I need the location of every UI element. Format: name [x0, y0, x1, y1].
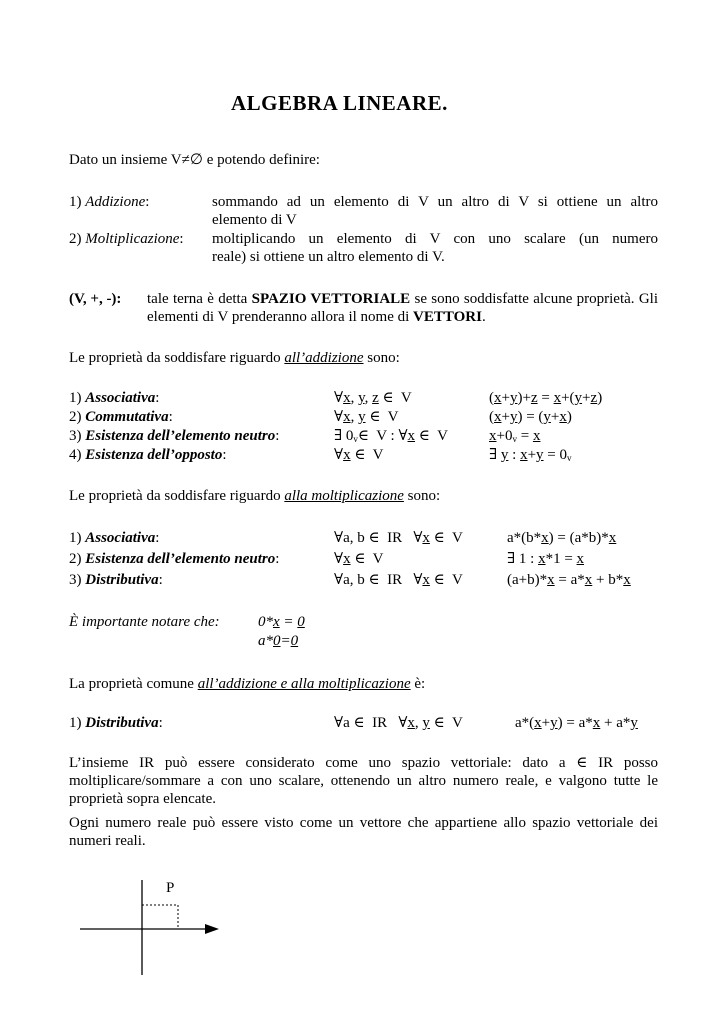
common-prop-quantifier: ∀a ∈ IR ∀x, y ∈ V	[334, 715, 463, 731]
operation-desc-addizione-1: sommando ad un elemento di V un altro di V si ottiene un altro	[212, 194, 658, 210]
note-formula-2: a*0=0	[258, 633, 299, 649]
note-label: È importante notare che:	[69, 614, 220, 630]
terna-label: (V, +, -):	[69, 291, 122, 307]
multiplication-heading: Le proprietà da soddisfare riguardo alla moltiplicazione sono:	[69, 488, 441, 504]
paragraph-real-numbers: Ogni numero reale può essere visto come un vettore che appartiene allo spazio vettoriale dei numeri reali.	[69, 815, 658, 849]
point-p-label: P	[166, 880, 175, 896]
operation-label-addizione: 1) Addizione:	[69, 194, 150, 210]
add-prop-quantifier: ∃ $0_v\in$ V : ∀x ∈ V	[334, 428, 448, 444]
paragraph-ir: L’insieme IR può essere considerato come uno spazio vettoriale: dato a ∈ IR posso moltiplicare/sommare a con uno scalare, ottenendo un altro numero reale, e valgono tutte le proprietà sopra elencate.	[69, 755, 658, 807]
mult-prop-name: 1) Associativa:	[69, 530, 160, 546]
mult-prop-quantifier: ∀a, b ∈ IR ∀x ∈ V	[334, 572, 463, 588]
mult-prop-name: 2) Esistenza dell’elemento neutro:	[69, 551, 280, 567]
mult-prop-name: 3) Distributiva:	[69, 572, 163, 588]
add-prop-name: 2) Commutativa:	[69, 409, 173, 425]
add-prop-name: 3) Esistenza dell’elemento neutro:	[69, 428, 280, 444]
projection-dashed	[142, 905, 178, 929]
add-prop-quantifier: ∀x, y, z ∈ V	[334, 390, 412, 406]
add-prop-formula: (x+y) = (y+x)	[489, 409, 572, 425]
add-prop-name: 4) Esistenza dell’opposto:	[69, 447, 227, 463]
add-prop-name: 1) Associativa:	[69, 390, 160, 406]
x-axis-arrow-icon	[205, 924, 219, 934]
axes-diagram	[0, 880, 728, 1020]
operation-desc-addizione-2: elemento di V	[212, 212, 297, 228]
add-prop-quantifier: ∀x ∈ V	[334, 447, 384, 463]
add-prop-formula: (x+y)+z = x+(y+z)	[489, 390, 603, 406]
page-title: ALGEBRA LINEARE.	[231, 91, 448, 115]
add-prop-quantifier: ∀x, y ∈ V	[334, 409, 399, 425]
operation-desc-moltiplicazione-1: moltiplicando un elemento di V con uno scalare (un numero	[212, 231, 658, 247]
terna-definition: tale terna è detta SPAZIO VETTORIALE se sono soddisfatte alcune proprietà. Gli elementi di V prenderanno allora il nome di VETTORI.	[147, 291, 659, 325]
mult-prop-quantifier: ∀x ∈ V	[334, 551, 384, 567]
mult-prop-formula: a*(b*x) = (a*b)*x	[507, 530, 617, 546]
common-prop-name: 1) Distributiva:	[69, 715, 163, 731]
mult-prop-quantifier: ∀a, b ∈ IR ∀x ∈ V	[334, 530, 463, 546]
common-heading: La proprietà comune all’addizione e alla moltiplicazione è:	[69, 676, 426, 692]
add-prop-formula: ∃ y : $x+y = 0_v$	[489, 447, 572, 463]
common-prop-formula: a*(x+y) = a*x + a*y	[515, 715, 638, 731]
operation-label-moltiplicazione: 2) Moltiplicazione:	[69, 231, 184, 247]
mult-prop-formula: ∃ 1 : x*1 = x	[507, 551, 585, 567]
mult-prop-formula: (a+b)*x = a*x + b*x	[507, 572, 631, 588]
addition-heading: Le proprietà da soddisfare riguardo all’addizione sono:	[69, 350, 400, 366]
add-prop-formula: $x+0_v = x$	[489, 428, 541, 444]
operation-desc-moltiplicazione-2: reale) si ottiene un altro elemento di V.	[212, 249, 445, 265]
note-formula-1: 0*x = 0	[258, 614, 305, 630]
intro-line: Dato un insieme V≠∅ e potendo definire:	[69, 152, 320, 168]
